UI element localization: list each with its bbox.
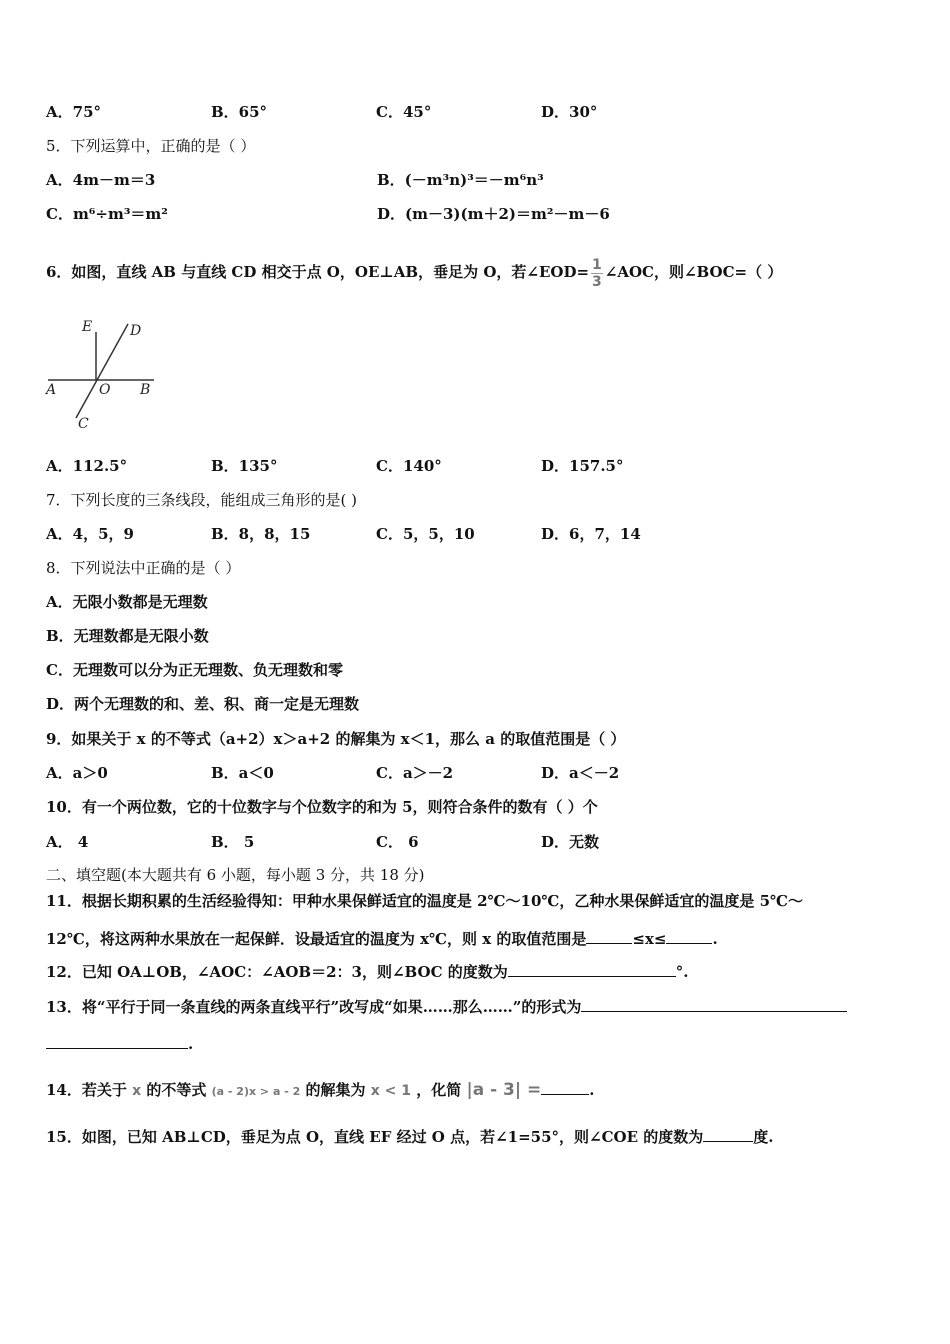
option-c: C．5，5，10 [376,525,475,543]
q6-options [46,456,706,476]
option-d: D．6，7，14 [541,525,641,543]
q13-line1 [46,997,847,1017]
q10-stem: 10．有一个两位数，它的十位数字与个位数字的和为 5，则符合条件的数有（ ）个 [46,798,598,816]
abs-expression: |a - 3| = [466,1080,542,1100]
option-a: A．112.5° [46,457,128,475]
option-b: B．8，8，15 [211,525,311,543]
q11-line2-post: . [712,930,718,948]
q15-pre: 15．如图，已知 AB⊥CD，垂足为点 O，直线 EF 经过 O 点，若∠1=55°，则∠COE 的度数为 [46,1128,704,1146]
q11-line2-mid: ≤x≤ [632,930,667,948]
fraction-one-third [591,257,603,290]
q14-post: . [589,1081,595,1099]
option-a: A．无限小数都是无理数 [46,593,208,611]
answer-blank[interactable] [46,1034,188,1049]
option-b: B．65° [211,103,268,121]
answer-blank[interactable] [586,929,632,944]
q9-stem: 9．如果关于 x 的不等式（a+2）x＞a+2 的解集为 x＜1，那么 a 的取值范围是（ ） [46,730,626,748]
q6-stem [46,254,782,290]
label-d: D [130,323,142,339]
q15 [46,1127,774,1147]
q6-stem-post: ∠AOC，则∠BOC=（ ） [604,263,783,281]
option-d: D．无数 [541,833,600,851]
q14-mid1: 的不等式 [146,1081,207,1099]
q7-options [46,524,706,544]
section-title: 二、填空题(本大题共有 6 小题，每小题 3 分，共 18 分) [46,866,425,884]
q6-stem-pre: 6．如图，直线 AB 与直线 CD 相交于点 O，OE⊥AB，垂足为 O，若∠EOD= [46,263,590,281]
option-d: D．(m－3)(m＋2)＝m²－m－6 [377,205,610,223]
option-a: A．a＞0 [46,764,108,782]
option-b: B．无理数都是无限小数 [46,627,209,645]
option-d: D．a＜－2 [541,764,620,782]
q11-line2-pre: 12℃，将这两种水果放在一起保鲜．设最适宜的温度为 x℃，则 x 的取值范围是 [46,930,587,948]
option-b: B．135° [211,457,278,475]
label-b: B [140,382,151,398]
q14-mid3: ，化简 [416,1081,462,1099]
label-e: E [82,319,93,335]
answer-blank[interactable] [581,997,847,1012]
option-a: A．4m－m＝3 [46,171,156,189]
option-b: B．(－m³n)³＝－m⁶n³ [377,171,544,189]
option-d: D．两个无理数的和、差、积、商一定是无理数 [46,695,360,713]
q5-stem: 5．下列运算中，正确的是（ ） [46,137,256,155]
option-c: C．a＞－2 [376,764,454,782]
q14-pre: 14．若关于 [46,1081,127,1099]
frac-numerator: 1 [592,256,602,273]
q7-stem: 7．下列长度的三条线段，能组成三角形的是( ) [46,491,358,509]
solution-set: x < 1 [370,1083,411,1099]
inequality: (a - 2)x > a - 2 [211,1085,301,1098]
var-x: x [132,1083,142,1099]
option-a: A． 4 [46,833,89,851]
q13-post: . [188,1035,194,1053]
q12-pre: 12．已知 OA⊥OB，∠AOC：∠AOB＝2：3，则∠BOC 的度数为 [46,963,508,981]
answer-blank[interactable] [508,962,676,977]
answer-blank[interactable] [541,1080,589,1095]
option-a: A．75° [46,103,102,121]
q8-stem: 8．下列说法中正确的是（ ） [46,559,241,577]
label-o: O [99,382,111,398]
q5-options-row2 [46,204,708,224]
q5-options-row1 [46,170,708,190]
line-cd [76,324,128,418]
q12 [46,962,688,982]
q13-line2 [46,1034,193,1054]
option-c: C． 6 [376,833,419,851]
q15-post: 度. [753,1128,774,1146]
q14-mid2: 的解集为 [305,1081,366,1099]
frac-denominator: 3 [592,273,602,290]
q13-pre: 13．将“平行于同一条直线的两条直线平行”改写成“如果……那么……”的形式为 [46,998,582,1016]
option-c: C．140° [376,457,442,475]
option-d: D．157.5° [541,457,624,475]
label-c: C [78,416,89,432]
option-a: A．4，5，9 [46,525,134,543]
option-d: D．30° [541,103,598,121]
q14 [46,1076,595,1106]
q4-options [46,102,706,122]
option-b: B．a＜0 [211,764,274,782]
answer-blank[interactable] [703,1127,753,1142]
q11-line2 [46,929,718,949]
q12-post: °. [675,963,689,981]
q11-line1: 11．根据长期积累的生活经验得知：甲种水果保鲜适宜的温度是 2℃～10℃，乙种水果保鲜适宜的温度是 5℃～ [46,892,803,910]
answer-blank[interactable] [666,929,712,944]
option-c: C．m⁶÷m³＝m² [46,205,168,223]
option-c: C．无理数可以分为正无理数、负无理数和零 [46,661,343,679]
q9-options [46,763,706,783]
label-a: A [46,382,57,398]
option-b: B． 5 [211,833,255,851]
q10-options [46,832,706,852]
option-c: C．45° [376,103,432,121]
q6-figure [44,314,164,434]
